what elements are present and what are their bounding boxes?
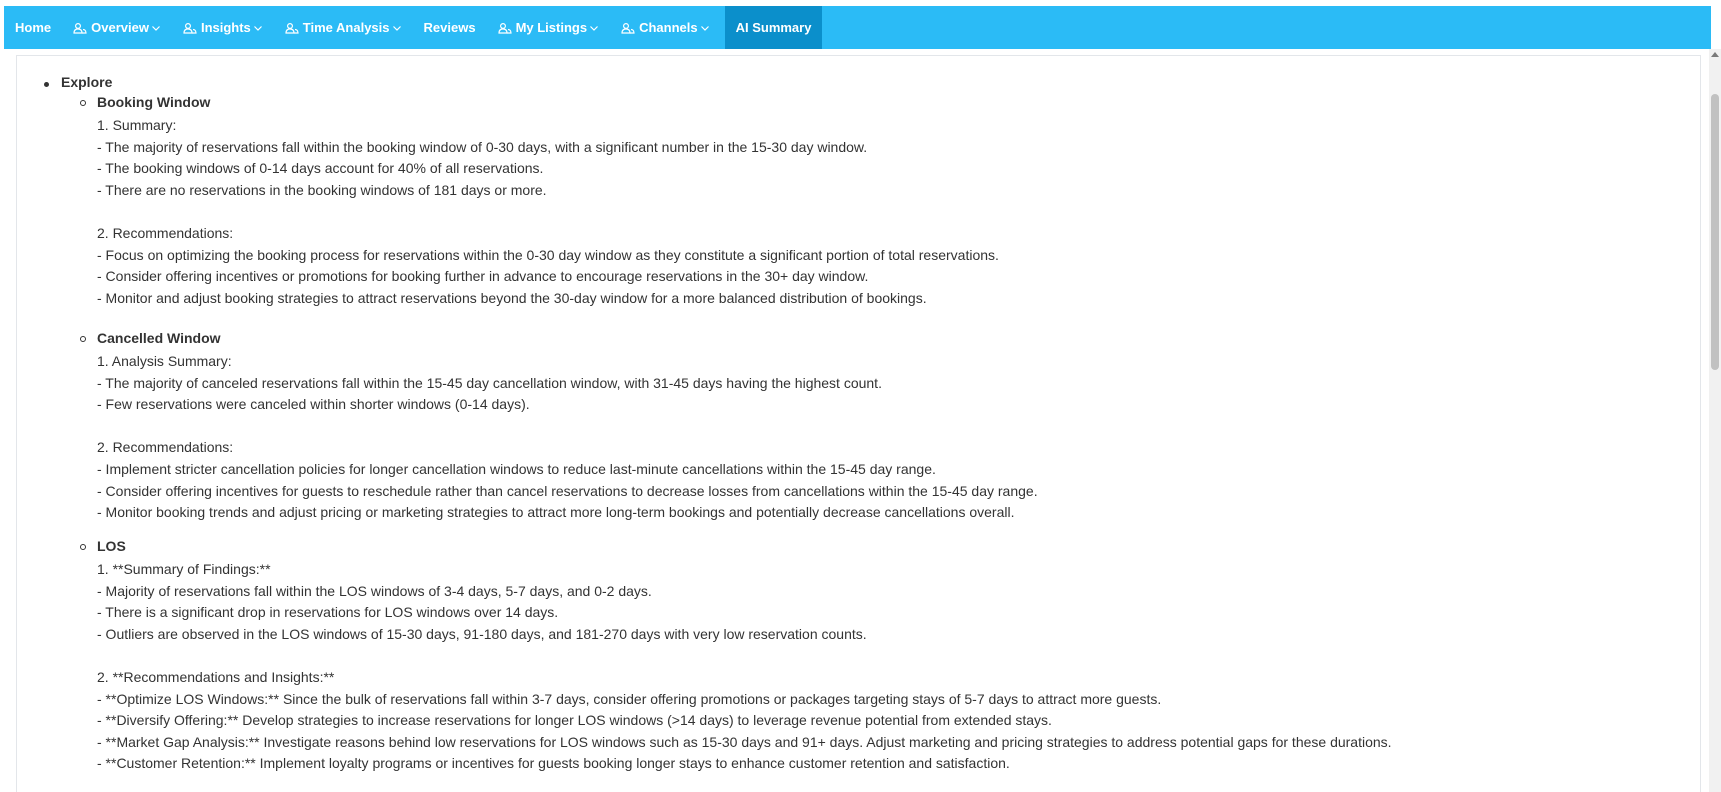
summary-line: - There is a significant drop in reservations for LOS windows over 14 days.: [97, 604, 559, 621]
summary-line: - **Diversify Offering:** Develop strategies to increase reservations for longer LOS windows (>14 days) to leverage revenue potential from extended stays.: [97, 712, 1052, 729]
summary-line: - The majority of reservations fall within the booking window of 0-30 days, with a significant number in the 15-30 day window.: [97, 138, 868, 155]
nav-my-listings[interactable]: [487, 6, 611, 49]
summary-line: 2. Recommendations:: [97, 224, 234, 241]
summary-line-blank: [97, 645, 1392, 667]
nav-home[interactable]: [4, 6, 62, 49]
section-title: Booking Window: [97, 94, 211, 110]
section-lines: [97, 559, 1392, 775]
nav-reviews[interactable]: [413, 6, 487, 49]
nav-label: Insights: [200, 20, 251, 35]
bullet-disc: [44, 82, 49, 87]
nav-label: Channels: [639, 20, 698, 35]
summary-line: - There are no reservations in the booking windows of 181 days or more.: [97, 181, 547, 198]
summary-line: - The majority of canceled reservations fall within the 15-45 day cancellation window, with 31-45 days having the highest count.: [97, 374, 882, 391]
scroll-up-arrow-icon[interactable]: [1711, 52, 1719, 57]
nav-label: Time Analysis: [302, 20, 390, 35]
nav-label: Home: [15, 20, 52, 35]
section-lines: [97, 115, 999, 309]
bullet-circle: [80, 100, 86, 106]
bullet-circle: [80, 336, 86, 342]
chevron-down-icon: [700, 24, 710, 32]
summary-line: - Focus on optimizing the booking process for reservations within the 0-30 day window as they constitute a significant portion of total reservations.: [97, 246, 999, 263]
user-group-icon: [183, 22, 197, 34]
summary-line-blank: [97, 201, 999, 223]
nav-label: Overview: [91, 20, 149, 35]
chevron-down-icon: [589, 24, 599, 32]
summary-line: 2. **Recommendations and Insights:**: [97, 668, 335, 685]
summary-line: - The booking windows of 0-14 days account for 40% of all reservations.: [97, 160, 544, 177]
summary-line: - **Customer Retention:** Implement loyalty programs or incentives for guests booking longer stays to enhance customer retention and satisfaction.: [97, 755, 1010, 772]
nav-label: Reviews: [423, 20, 476, 35]
nav-label: AI Summary: [735, 20, 812, 35]
summary-line: - Monitor booking trends and adjust pricing or marketing strategies to attract more long-term bookings and potentially decrease cancellations overall.: [97, 504, 1015, 521]
chevron-down-icon: [253, 24, 263, 32]
chevron-down-icon: [392, 24, 402, 32]
nav-time-analysis[interactable]: [274, 6, 413, 49]
summary-line: - Monitor and adjust booking strategies to attract reservations beyond the 30-day window for a more balanced distribution of bookings.: [97, 289, 927, 306]
nav-insights[interactable]: [172, 6, 274, 49]
summary-line: - Outliers are observed in the LOS windows of 15-30 days, 91-180 days, and 181-270 days with very low reservation counts.: [97, 625, 867, 642]
user-group-icon: [498, 22, 512, 34]
bullet-circle: [80, 544, 86, 550]
user-group-icon: [73, 22, 87, 34]
section-lines: [97, 351, 1038, 524]
summary-line: 2. Recommendations:: [97, 439, 234, 456]
user-group-icon: [621, 22, 635, 34]
chevron-down-icon: [151, 24, 161, 32]
section-title: LOS: [97, 538, 126, 554]
summary-line-blank: [97, 416, 1038, 438]
top-navbar: [4, 6, 1711, 49]
nav-ai-summary[interactable]: [725, 6, 823, 49]
summary-line: - Consider offering incentives for guests to reschedule rather than cancel reservations to decrease losses from cancellations within the 15-45 day range.: [97, 482, 1038, 499]
summary-line: - **Optimize LOS Windows:** Since the bulk of reservations fall within 3-7 days, consider offering promotions or packages targeting stays of 5-7 days to attract more guests.: [97, 690, 1162, 707]
summary-line: - Few reservations were canceled within shorter windows (0-14 days).: [97, 396, 530, 413]
summary-line: 1. Summary:: [97, 117, 177, 133]
summary-line: - **Market Gap Analysis:** Investigate reasons behind low reservations for LOS windows such as 15-30 days and 91+ days. Adjust marketing and pricing strategies to address potential gaps for these durations.: [97, 733, 1392, 750]
explore-label: Explore: [61, 74, 113, 90]
summary-line: - Majority of reservations fall within the LOS windows of 3-4 days, 5-7 days, and 0-2 days.: [97, 582, 652, 599]
nav-overview[interactable]: [62, 6, 172, 49]
summary-line: - Consider offering incentives or promotions for booking further in advance to encourage reservations in the 30+ day window.: [97, 268, 869, 285]
user-group-icon: [285, 22, 299, 34]
nav-label: My Listings: [515, 20, 588, 35]
scrollbar-thumb[interactable]: [1711, 94, 1719, 370]
summary-line: 1. Analysis Summary:: [97, 353, 232, 369]
section-title: Cancelled Window: [97, 330, 221, 346]
summary-line: 1. **Summary of Findings:**: [97, 561, 271, 577]
summary-line: - Implement stricter cancellation policies for longer cancellation windows to reduce last-minute cancellations within the 15-45 day range.: [97, 460, 936, 477]
nav-channels[interactable]: [610, 6, 721, 49]
